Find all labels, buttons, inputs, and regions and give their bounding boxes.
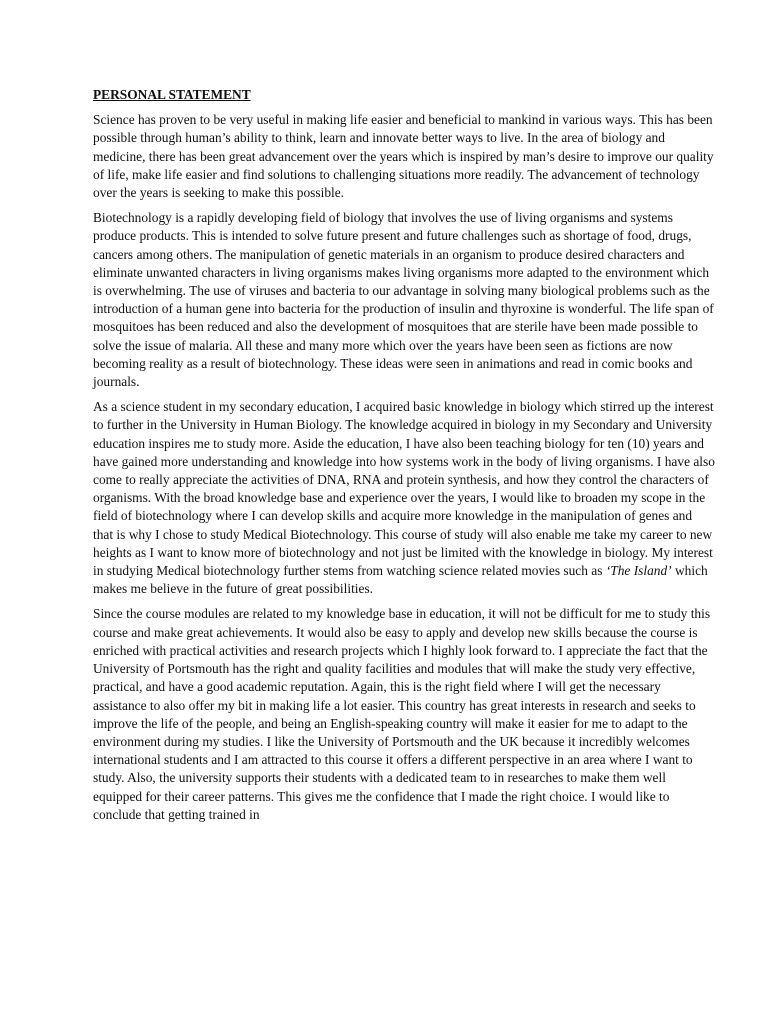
paragraph-background bbox=[93, 398, 715, 598]
movie-title: ‘The Island’ bbox=[605, 563, 672, 579]
document-page bbox=[93, 86, 715, 831]
paragraph-biotechnology: Biotechnology is a rapidly developing field of biology that involves the use of living organisms and systems produce products. This is intended to solve future present and future challenges such as shortage of food, drugs, cancers among others. The manipulation of genetic materials in an organism to produce desired characters and eliminate unwanted characters in living organisms makes living organisms more adapted to the environment which is overwhelming. The use of viruses and bacteria to our advantage in solving many biological problems such as the introduction of a human gene into bacteria for the production of insulin and thyroxine is wonderful. The life span of mosquitoes has been reduced and also the development of mosquitoes that are sterile have been made possible to solve the issue of malaria. All these and many more which over the years have been seen as fictions are now becoming reality as a result of biotechnology. These ideas were seen in animations and read in comic books and journals. bbox=[93, 210, 714, 390]
paragraph-background-text-before: As a science student in my secondary education, I acquired basic knowledge in biology which stirred up the interest to further in the University in Human Biology. The knowledge acquired in biology in my Secondary and University education inspires me to study more. Aside the education, I have also been teaching biology for ten (10) years and have gained more understanding and knowledge into how systems work in the body of living organisms. I have also come to really appreciate the activities of DNA, RNA and protein synthesis, and how they control the characters of organisms. With the broad knowledge base and experience over the years, I would like to broaden my scope in the field of biotechnology where I can develop skills and acquire more knowledge in the manipulation of genes and that is why I chose to study Medical Biotechnology. This course of study will also enable me take my career to new heights as I want to know more of biotechnology and not just be limited with the knowledge in biology. My interest in studying Medical biotechnology further stems from watching science related movies such as bbox=[93, 399, 715, 579]
document-title: PERSONAL STATEMENT bbox=[93, 87, 251, 102]
paragraph-background-text-after: which makes me believe in the future of great possibilities. bbox=[93, 563, 708, 597]
paragraph-intro: Science has proven to be very useful in making life easier and beneficial to mankind in various ways. This has been possible through human’s ability to think, learn and innovate better ways to live. In the area of biology and medicine, there has been great advancement over the years which is inspired by man’s desire to improve our quality of life, make life easier and find solutions to challenging situations more readily. The advancement of technology over the years is seeking to make this possible. bbox=[93, 112, 714, 201]
paragraph-university-choice: Since the course modules are related to my knowledge base in education, it will not be difficult for me to study this course and make great achievements. It would also be easy to apply and develop new skills because the course is enriched with practical activities and research projects which I highly look forward to. I appreciate the fact that the University of Portsmouth has the right and quality facilities and modules that will make the study very effective, practical, and have a good academic reputation. Again, this is the right field where I will get the necessary assistance to also offer my bit in making life a lot easier. This country has great interests in research and seeks to improve the life of the people, and being an English-speaking country will make it easier for me to adapt to the environment during my studies. I like the University of Portsmouth and the UK because it incredibly welcomes international students and I am attracted to this course it offers a different perspective in an area where I want to study. Also, the university supports their students with a dedicated team to in researches to make them well equipped for their career patterns. This gives me the confidence that I made the right choice. I would like to conclude that getting trained in bbox=[93, 606, 711, 822]
